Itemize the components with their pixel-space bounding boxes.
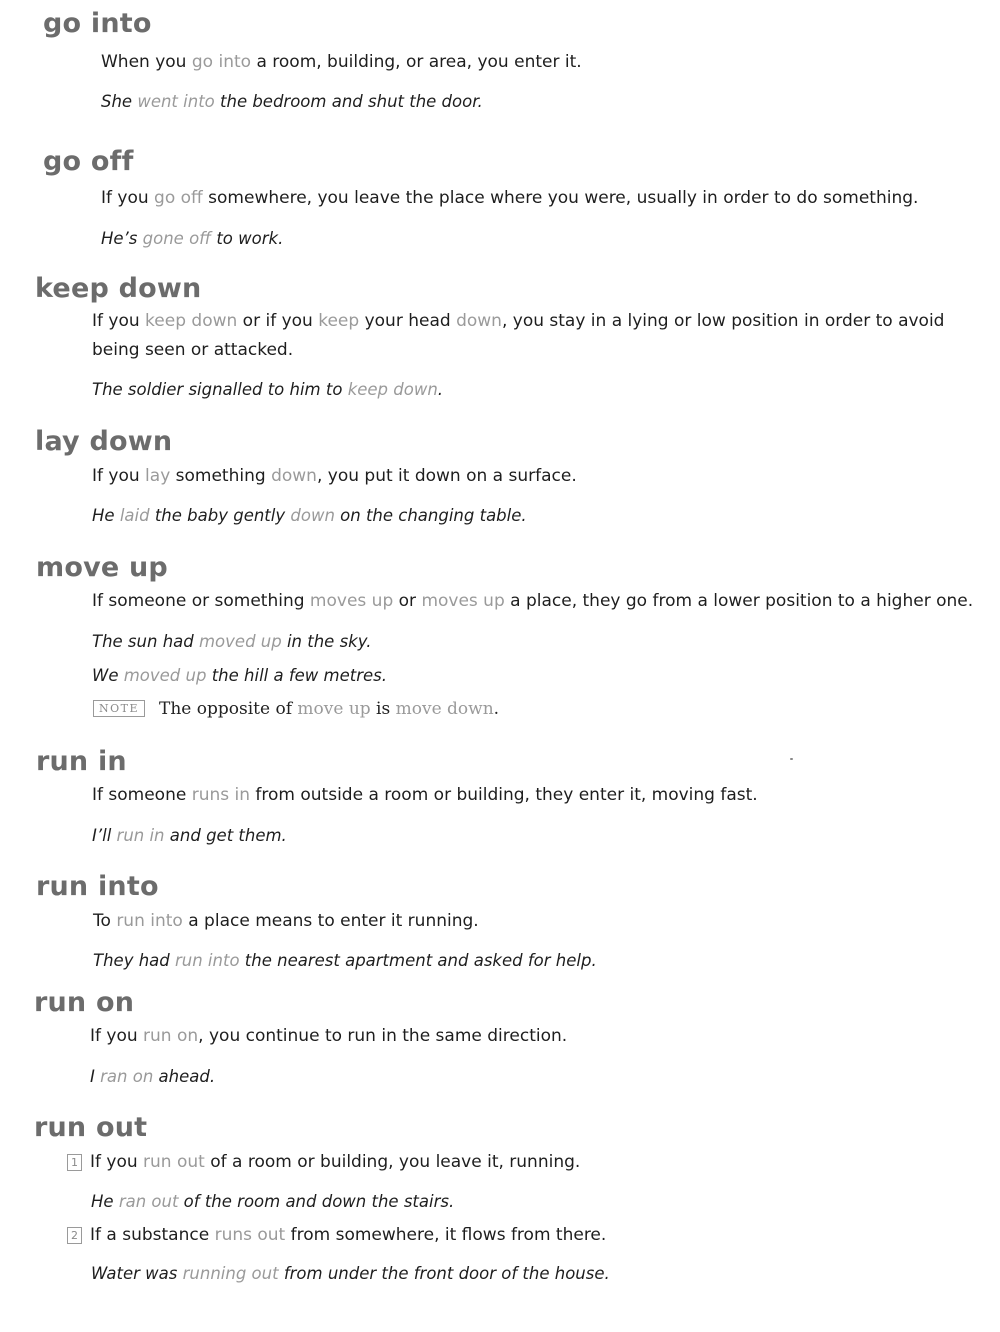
- usage-note: NOTE The opposite of move up is move down.: [93, 699, 499, 719]
- entry-example: They had run into the nearest apartment and asked for help.: [93, 951, 597, 970]
- entry-headword: run in: [36, 746, 127, 777]
- entry-example: Water was running out from under the front door of the house.: [91, 1264, 610, 1283]
- entry-definition: If someone runs in from outside a room or building, they enter it, moving fast.: [92, 785, 758, 805]
- entry-example: I’ll run in and get them.: [92, 826, 287, 845]
- entry-definition: If you lay something down, you put it down on a surface.: [92, 466, 577, 486]
- entry-example: I ran on ahead.: [90, 1067, 216, 1086]
- entry-definition: 2 If a substance runs out from somewhere, it flows from there.: [67, 1221, 606, 1250]
- sense-number: 1: [67, 1154, 82, 1171]
- entry-definition: When you go into a room, building, or area, you enter it.: [101, 52, 582, 72]
- entry-example: He’s gone off to work.: [101, 229, 284, 248]
- entry-example: He ran out of the room and down the stairs.: [91, 1192, 455, 1211]
- entry-example: The sun had moved up in the sky.: [92, 632, 372, 651]
- entry-headword: keep down: [35, 273, 202, 304]
- entry-example: We moved up the hill a few metres.: [92, 666, 388, 685]
- entry-headword: lay down: [35, 426, 173, 457]
- note-label: NOTE: [93, 700, 145, 717]
- entry-definition: If you go off somewhere, you leave the place where you were, usually in order to do something.: [101, 188, 919, 208]
- entry-definition: 1 If you run out of a room or building, you leave it, running.: [67, 1148, 580, 1177]
- entry-definition: If you run on, you continue to run in the same direction.: [90, 1026, 568, 1046]
- entry-definition: To run into a place means to enter it running.: [93, 911, 479, 931]
- entry-headword: run on: [34, 987, 135, 1018]
- scan-speck: [790, 758, 793, 760]
- entry-headword: run out: [34, 1112, 148, 1143]
- entry-definition: If someone or something moves up or moves up a place, they go from a lower position to a higher one.: [92, 591, 974, 611]
- entry-headword: go off: [43, 146, 134, 177]
- entry-example: She went into the bedroom and shut the door.: [101, 92, 483, 111]
- entry-example: The soldier signalled to him to keep down.: [92, 380, 444, 399]
- entry-headword: go into: [43, 8, 152, 39]
- entry-definition: If you keep down or if you keep your head down, you stay in a lying or low position in order to avoid being seen or attacked.: [92, 311, 945, 360]
- entry-headword: run into: [36, 871, 159, 902]
- sense-number: 2: [67, 1227, 82, 1244]
- entry-example: He laid the baby gently down on the changing table.: [92, 506, 527, 525]
- entry-headword: move up: [36, 552, 168, 583]
